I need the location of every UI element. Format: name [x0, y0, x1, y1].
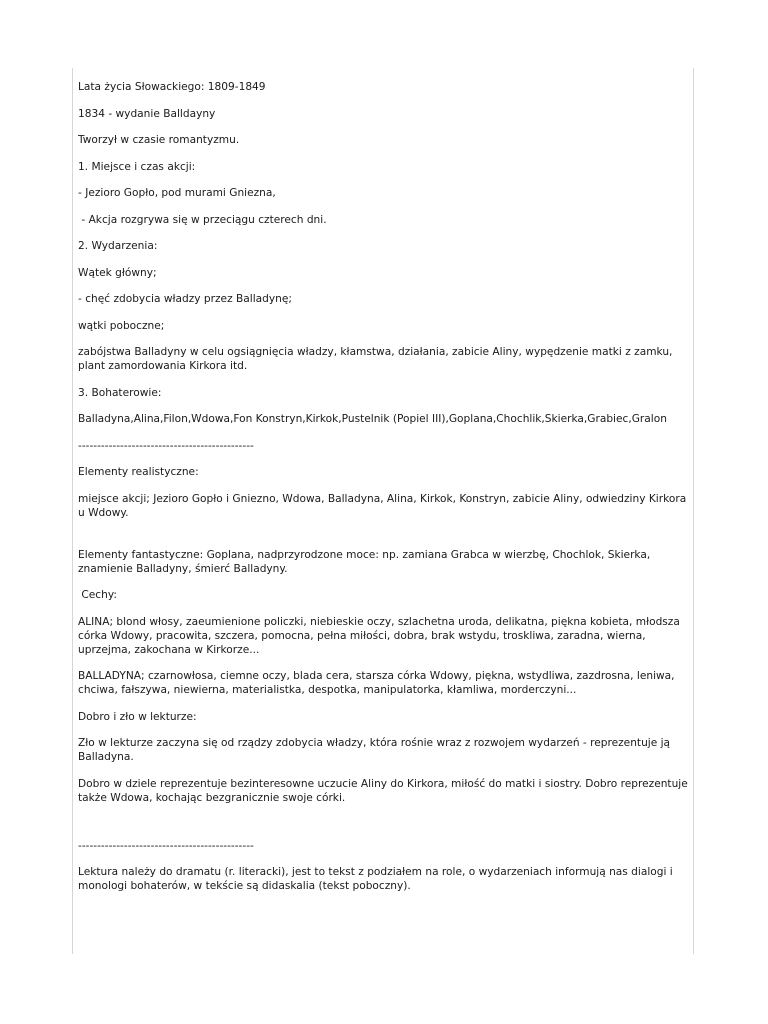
paragraph-genre: Lektura należy do dramatu (r. literacki), jest to tekst z podziałem na role, o wydarzeniach informują nas dialogi i monologi bohaterów, w tekście są didaskalia (tekst poboczny). — [78, 866, 677, 892]
paragraph-side-plots-label: wątki poboczne; — [78, 319, 165, 332]
paragraph-good: Dobro w dziele reprezentuje bezinteresowne uczucie Aliny do Kirkora, miłość do matki i siostry. Dobro reprezentuje także Wdowa, kochając bezgranicznie swoje córki. — [78, 777, 692, 804]
divider-line: ---------------------------------------------- — [78, 839, 254, 852]
paragraph-realistic: miejsce akcji; Jezioro Gopło i Gniezno, Wdowa, Balladyna, Alina, Kirkok, Konstryn, zabicie Aliny, odwiedziny Kirkora u Wdowy. — [78, 492, 690, 519]
paragraph-characters: Balladyna,Alina,Filon,Wdowa,Fon Konstryn,Kirkok,Pustelnik (Popiel III),Goplana,Chochlik,Skierka,Grabiec,Gralon — [78, 413, 667, 425]
paragraph-lifespan: Lata życia Słowackiego: 1809-1849 — [78, 81, 266, 93]
paragraph-epoch: Tworzył w czasie romantyzmu. — [78, 134, 240, 146]
heading-events: 2. Wydarzenia: — [78, 240, 158, 252]
paragraph-evil: Zło w lekturze zaczyna się od rządzy zdobycia władzy, która rośnie wraz z rozwojem wydarzeń - reprezentuje ją Balladyna. — [78, 737, 674, 763]
paragraph-publication: 1834 - wydanie Balldayny — [78, 107, 216, 120]
paragraph-alina: ALINA; blond włosy, zaeumienione policzki, niebieskie oczy, szlachetna uroda, delikatna, piękna kobieta, młodsza córka Wdowy, pracowita, szczera, pomocna, pełna miłości, dobra, brak wstydu, troskliwa, zaradna, wierna, uprzejma, zakochana w Kirkorze... — [78, 615, 684, 656]
document-page — [72, 68, 694, 954]
heading-good-evil: Dobro i zło w lekturze: — [78, 710, 197, 723]
divider-line: ---------------------------------------------- — [78, 439, 254, 452]
paragraph-place: - Jezioro Gopło, pod murami Gniezna, — [78, 187, 276, 199]
heading-traits: Cechy: — [78, 589, 117, 601]
heading-realistic: Elementy realistyczne: — [78, 466, 199, 478]
paragraph-main-plot-label: Wątek główny; — [78, 266, 157, 279]
paragraph-side-plots: zabójstwa Balladyny w celu ogsiągnięcia władzy, kłamstwa, działania, zabicie Aliny, wypędzenie matki z zamku, plant zamordowania Kirkora itd. — [78, 346, 676, 372]
paragraph-balladyna: BALLADYNA; czarnowłosa, ciemne oczy, blada cera, starsza córka Wdowy, piękna, wstydliwa, zazdrosna, leniwa, chciwa, fałszywa, niewierna, materialistka, despotka, manipulatorka, kłamliwa, morderczyni... — [78, 670, 678, 696]
document-content — [78, 80, 690, 906]
paragraph-fantastic: Elementy fantastyczne: Goplana, nadprzyrodzone moce: np. zamiana Grabca w wierzbę, Chochlok, Skierka, znamienie Balladyny, śmierć Balladyny. — [78, 548, 654, 575]
heading-place-time: 1. Miejsce i czas akcji: — [78, 160, 196, 173]
paragraph-time: - Akcja rozgrywa się w przeciągu czterech dni. — [78, 213, 327, 226]
paragraph-main-plot: - chęć zdobycia władzy przez Balladynę; — [78, 293, 292, 305]
heading-characters: 3. Bohaterowie: — [78, 386, 162, 399]
